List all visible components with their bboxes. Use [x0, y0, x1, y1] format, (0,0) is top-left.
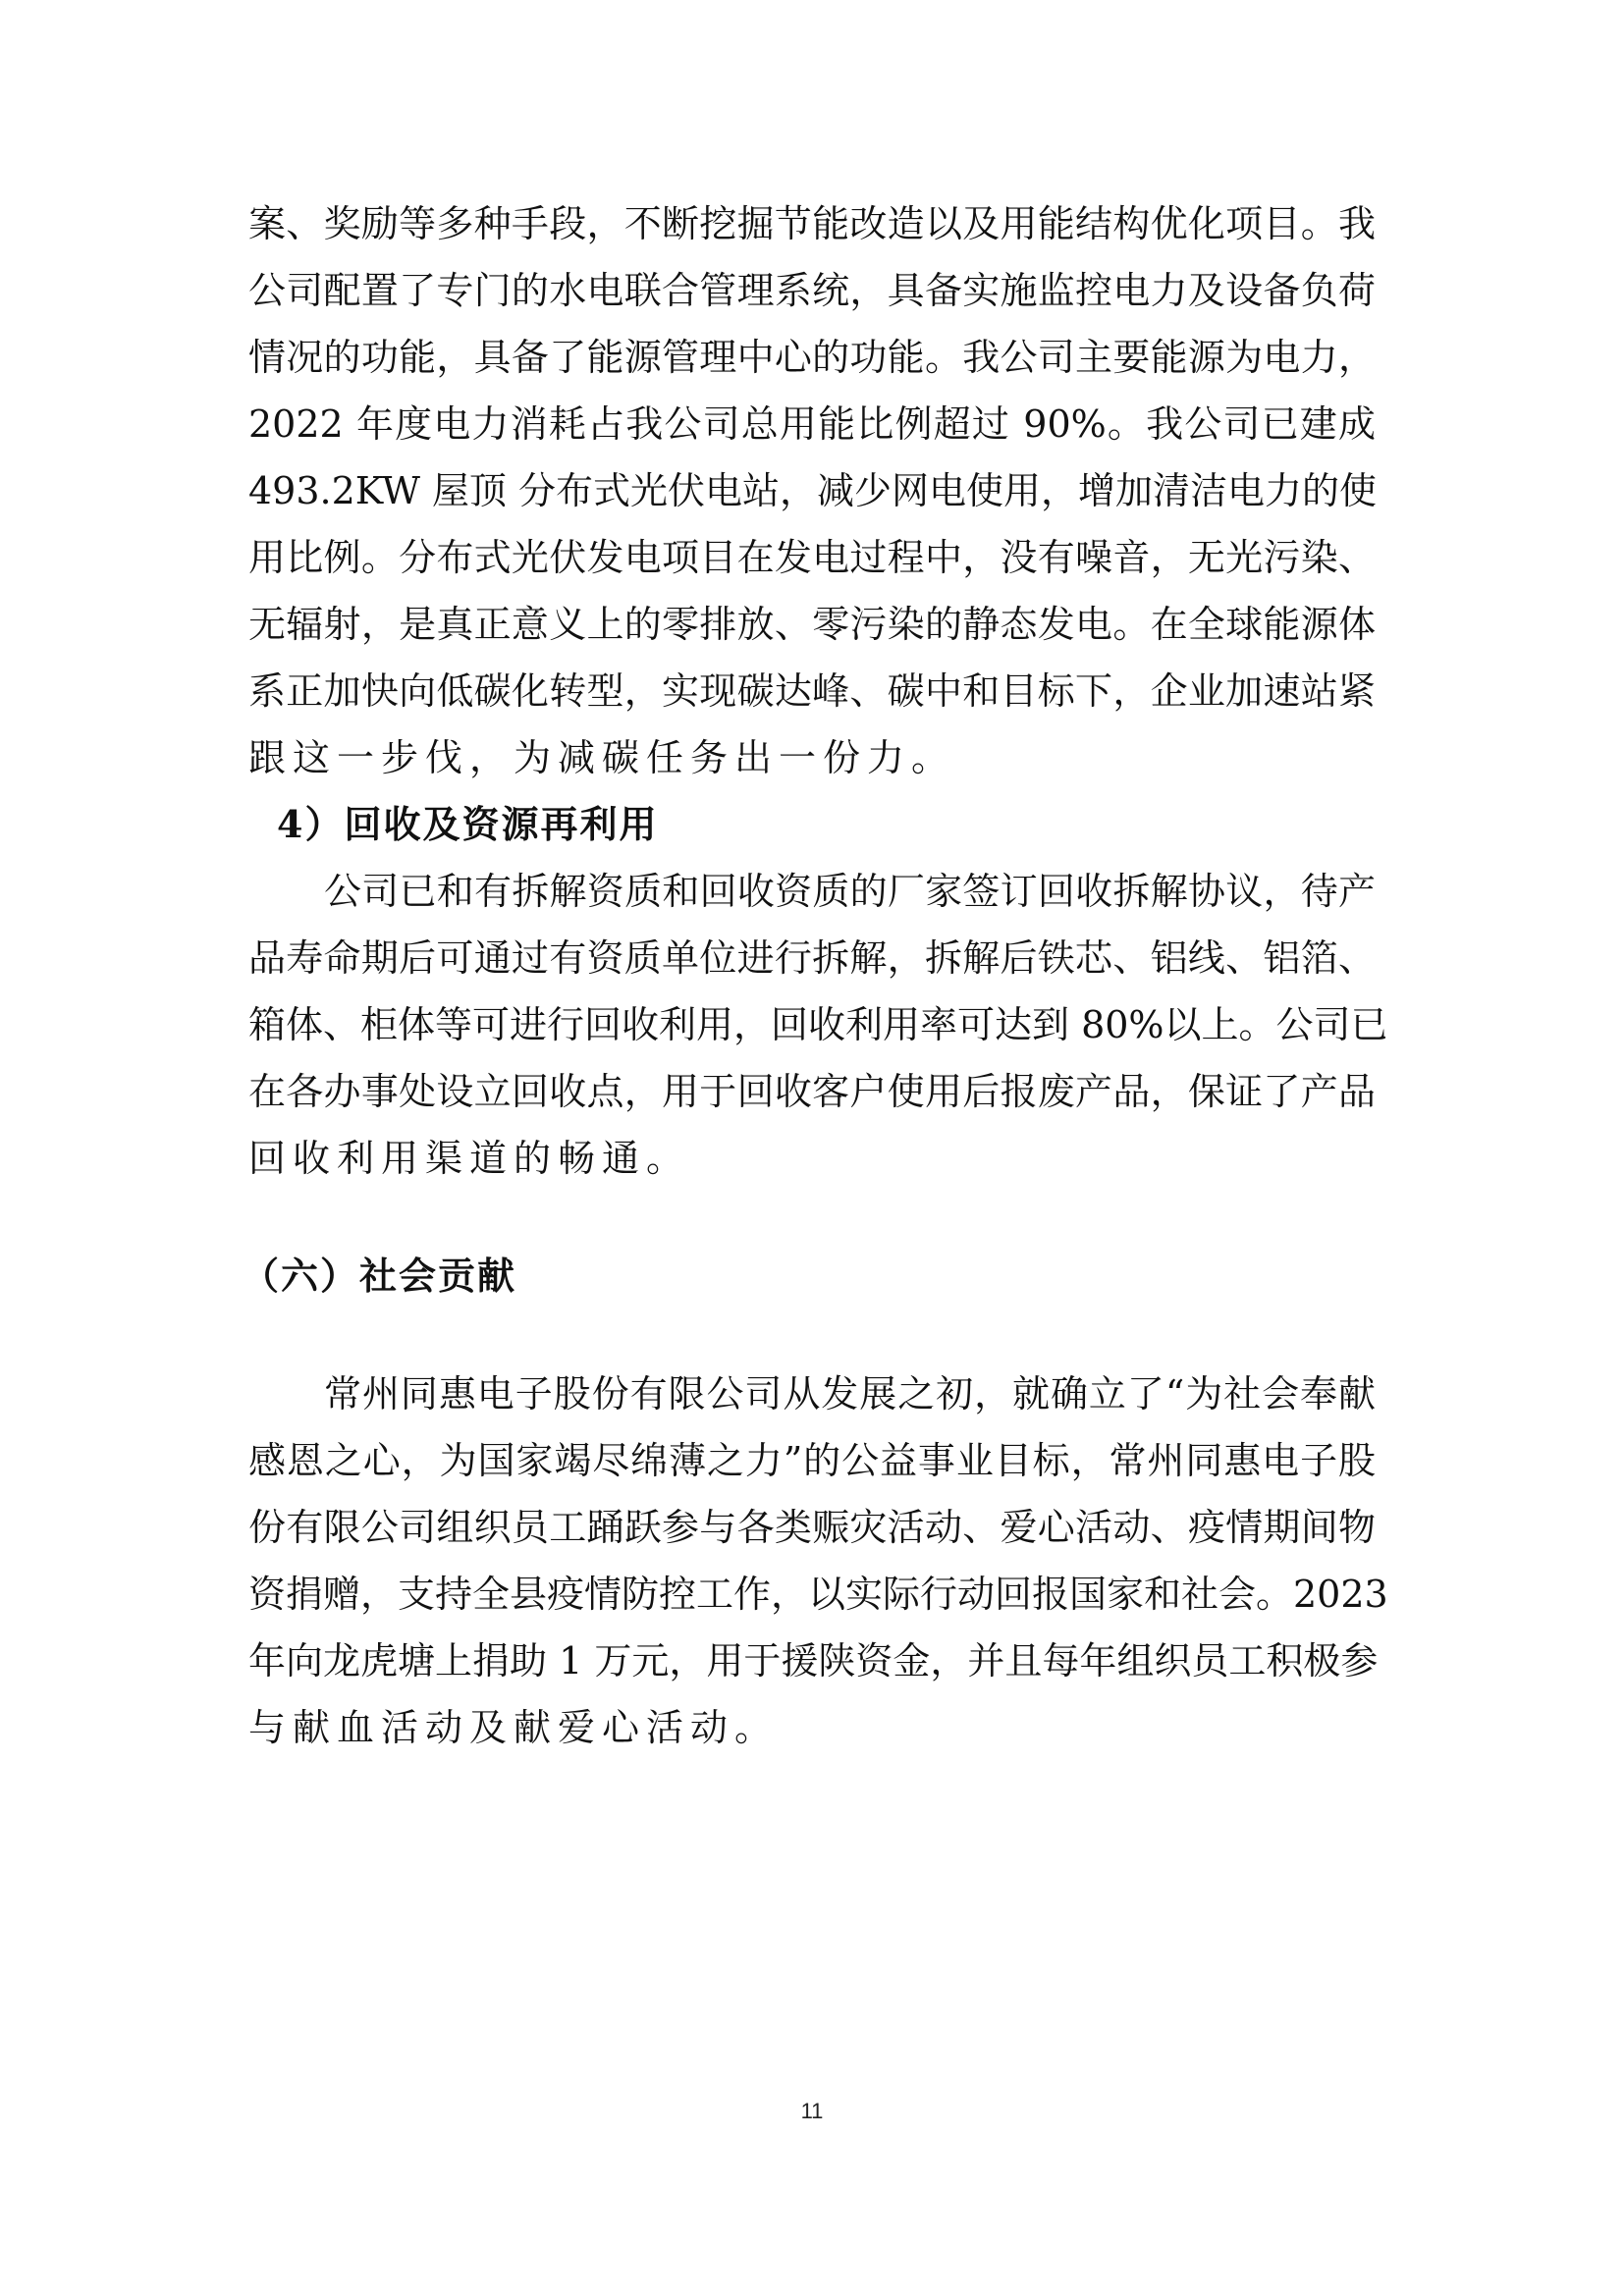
paragraph-3-line: 资捐赠，支持全县疫情防控工作，以实际行动回报国家和社会。2023	[248, 1573, 1388, 1616]
paragraph-1-line: 493.2KW 屋顶 分布式光伏电站，减少网电使用，增加清洁电力的使	[248, 469, 1378, 512]
paragraph-3-line: 与献血活动及献爱心活动。	[248, 1706, 780, 1749]
paragraph-1-line: 跟这一步伐，为减碳任务出一份力。	[248, 736, 956, 779]
paragraph-1-line: 公司配置了专门的水电联合管理系统，具备实施监控电力及设备负荷	[248, 269, 1376, 312]
subheading-recycling: 4）回收及资源再利用	[277, 802, 659, 846]
section-heading-social-contribution: （六）社会贡献	[242, 1254, 517, 1298]
paragraph-1-line: 情况的功能，具备了能源管理中心的功能。我公司主要能源为电力，	[248, 336, 1376, 379]
paragraph-2-line: 公司已和有拆解资质和回收资质的厂家签订回收拆解协议，待产	[324, 870, 1376, 913]
paragraph-1-line: 系正加快向低碳化转型，实现碳达峰、碳中和目标下，企业加速站紧	[248, 669, 1376, 713]
paragraph-1-line: 案、奖励等多种手段，不断挖掘节能改造以及用能结构优化项目。我	[248, 202, 1376, 245]
paragraph-2-line: 箱体、柜体等可进行回收利用，回收利用率可达到 80%以上。公司已	[248, 1003, 1388, 1046]
paragraph-3-line: 常州同惠电子股份有限公司从发展之初，就确立了“为社会奉献	[324, 1372, 1376, 1415]
paragraph-1-line: 用比例。分布式光伏发电项目在发电过程中，没有噪音，无光污染、	[248, 536, 1376, 579]
paragraph-2-line: 回收利用渠道的畅通。	[248, 1137, 691, 1180]
paragraph-2-line: 品寿命期后可通过有资质单位进行拆解，拆解后铁芯、铝线、铝箔、	[248, 936, 1376, 980]
paragraph-2-line: 在各办事处设立回收点，用于回收客户使用后报废产品，保证了产品	[248, 1070, 1376, 1113]
paragraph-1-line: 2022 年度电力消耗占我公司总用能比例超过 90%。我公司已建成	[248, 402, 1376, 446]
paragraph-1-line: 无辐射，是真正意义上的零排放、零污染的静态发电。在全球能源体	[248, 603, 1376, 646]
paragraph-3-line: 感恩之心，为国家竭尽绵薄之力”的公益事业目标，常州同惠电子股	[248, 1439, 1376, 1482]
paragraph-3-line: 份有限公司组织员工踊跃参与各类赈灾活动、爱心活动、疫情期间物	[248, 1506, 1376, 1549]
paragraph-3-line: 年向龙虎塘上捐助 1 万元，用于援陕资金，并且每年组织员工积极参	[248, 1639, 1379, 1682]
page-number: 11	[800, 2099, 824, 2123]
